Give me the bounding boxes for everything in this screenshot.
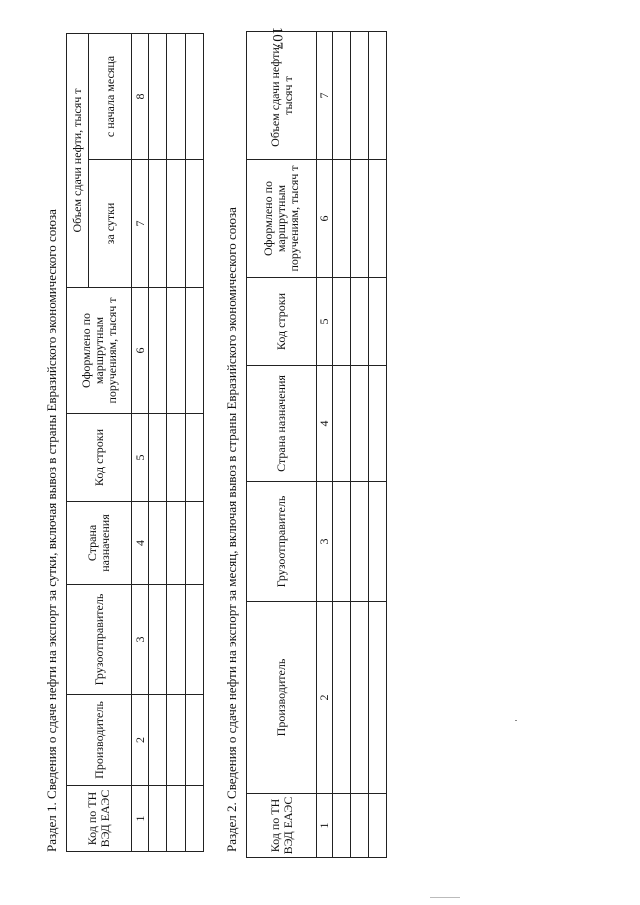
header-code: Код по ТН ВЭД ЕАЭС (247, 794, 317, 858)
header-code: Код по ТН ВЭД ЕАЭС (67, 786, 132, 852)
table-row (369, 32, 387, 858)
header-routed: Оформлено по маршрутным поручениям, тысяч т (67, 288, 132, 414)
header-line-code: Код строки (67, 414, 132, 502)
column-number: 4 (132, 502, 148, 585)
header-volume: Объем сдачи нефти, тысяч т (247, 32, 317, 160)
scan-speck (430, 897, 460, 898)
header-routed: Оформлено по маршрутным поручениям, тысяч т (247, 160, 317, 278)
header-since-month: с начала месяца (89, 33, 132, 159)
table-row (148, 33, 166, 851)
header-producer: Производитель (247, 602, 317, 794)
section1-title: Раздел 1. Сведения о сдаче нефти на экспорт за сутки, включая вывоз в страны Евразийского экономического союза (44, 209, 59, 852)
column-number: 4 (317, 366, 333, 482)
table-row (167, 33, 185, 851)
header-producer: Производитель (67, 695, 132, 786)
section1-table (66, 33, 204, 852)
column-number: 1 (132, 786, 148, 852)
header-country: Страна назначения (247, 366, 317, 482)
column-number: 7 (132, 160, 148, 288)
header-shipper: Грузоотправитель (247, 482, 317, 602)
column-number: 3 (132, 585, 148, 695)
column-number: 3 (317, 482, 333, 602)
table-row (351, 32, 369, 858)
column-number: 5 (317, 278, 333, 366)
column-number: 6 (132, 288, 148, 414)
header-per-day: за сутки (89, 160, 132, 288)
header-shipper: Грузоотправитель (67, 585, 132, 695)
page-number: 107 (269, 26, 285, 50)
table-row (333, 32, 351, 858)
column-number: 2 (132, 695, 148, 786)
column-number: 7 (317, 32, 333, 160)
table-row (185, 33, 203, 851)
header-volume-group: Объем сдачи нефти, тысяч т (67, 33, 89, 287)
column-number: 6 (317, 160, 333, 278)
column-number: 1 (317, 794, 333, 858)
header-line-code: Код строки (247, 278, 317, 366)
header-country: Страна назначения (67, 502, 132, 585)
section2-table (246, 31, 387, 858)
column-number: 2 (317, 602, 333, 794)
column-number: 5 (132, 414, 148, 502)
column-number: 8 (132, 33, 148, 159)
scan-speck (515, 720, 517, 721)
section2-title: Раздел 2. Сведения о сдаче нефти на экспорт за месяц, включая вывоз в страны Евразийского экономического союза (224, 207, 239, 852)
